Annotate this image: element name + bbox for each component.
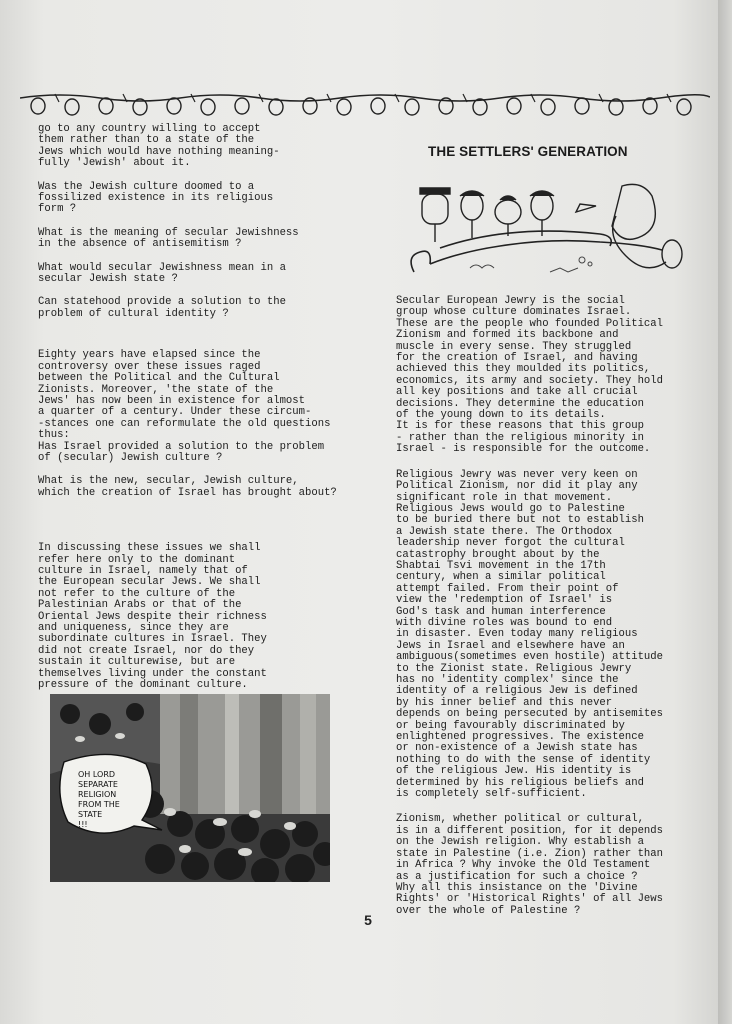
right-column	[396, 296, 714, 929]
left-paragraph-3: What is the meaning of secular Jewishness in the absence of antisemitism ?	[38, 226, 299, 251]
left-paragraph-7: What is the new, secular, Jewish culture, which the creation of Israel has brought about?	[38, 475, 337, 499]
right-paragraph-1: Secular European Jewry is the social group whose culture dominates Israel. These are the people who founded Political Zionism and formed its backbone and muscle in every sense. They struggled for the creation of Israel, and having achieved this they moulded its politics, economics, its army and society. They hold all key positions and take all crucial decisions. They determine the education of the young down to its details. It is for these reasons that this group - rather than the religious minority in Israel - is responsible for the outcome.	[396, 295, 664, 456]
page-number: 5	[364, 912, 372, 928]
left-paragraph-5: Can statehood provide a solution to the problem of cultural identity ?	[38, 296, 286, 320]
speech-bubble-text: OH LORD SEPARATE RELIGION FROM THE STATE !!!	[78, 770, 120, 829]
right-paragraph-2: Religious Jewry was never very keen on Political Zionism, nor did it play any significant role in that movement. Religious Jews would go to Palestine to be buried there but not to establish a Jewish state there. The Orthodox leadership never forgot the cultural catastrophy brought about by the Shabtai Tsvi movement in the 17th century, when a similar political attempt failed. From their point of view the 'redemption of Israel' is God's task and human interference with divine roles was bound to end in disaster. Even today many religious Jews in Israel and elsewhere have an ambiguous(sometimes even hostile) attitude to the Zionist state. Religious Jewry has no 'identity complex' since the identity of a religious Jew is defined by his inner belief and this never depends on being persecuted by antisemites or being favourably discriminated by enlightened progressives. The existence or non-existence of a Jewish state has nothing to do with the sense of identity of the religious Jew. His identity is determined by his religious beliefs and is completely self-sufficient.	[396, 468, 664, 801]
left-paragraph-6: Eighty years have elapsed since the controversy over these issues raged between the Political and the Cultural Zionists. Moreover, 'the state of the Jews' has now been in existence for almost a quarter of a century. Under these circum- -stances one can reformulate the old questions thus: Has Israel provided a solution to the problem of (secular) Jewish culture ?	[38, 349, 331, 464]
left-paragraph-1: go to any country willing to accept them rather than to a state of the Jews which would have nothing meaning- fully 'Jewish' about it.	[38, 123, 280, 170]
barbed-wire-border	[20, 86, 710, 120]
crowd-photo	[50, 694, 330, 882]
left-paragraph-4: What would secular Jewishness mean in a secular Jewish state ?	[38, 261, 286, 286]
left-column	[38, 124, 368, 703]
section-title: THE SETTLERS' GENERATION	[428, 144, 628, 159]
left-paragraph-2: Was the Jewish culture doomed to a fossilized existence in its religious form ?	[38, 180, 274, 216]
right-paragraph-3: Zionism, whether political or cultural, is in a different position, for it depends on the Jewish religion. Why establish a state in Palestine (i.e. Zion) rather than in Africa ? Why invoke the Old Testament as a justification for such a choice ? Why all this insistance on the 'Divine Rights' or 'Historical Rights' of all Jews over the whole of Palestine ?	[396, 813, 664, 917]
cartoon-illustration	[400, 176, 700, 288]
page-edge	[718, 0, 732, 1024]
left-paragraph-8: In discussing these issues we shall refer here only to the dominant culture in Israel, namely that of the European secular Jews. We shall not refer to the culture of the Palestinian Arabs or that of the Oriental Jews despite their richness and uniqueness, since they are subordinate cultures in Israel. They did not create Israel, nor do they sustain it culturewise, but are themselves living under the constant pressure of the dominant culture.	[38, 542, 267, 692]
